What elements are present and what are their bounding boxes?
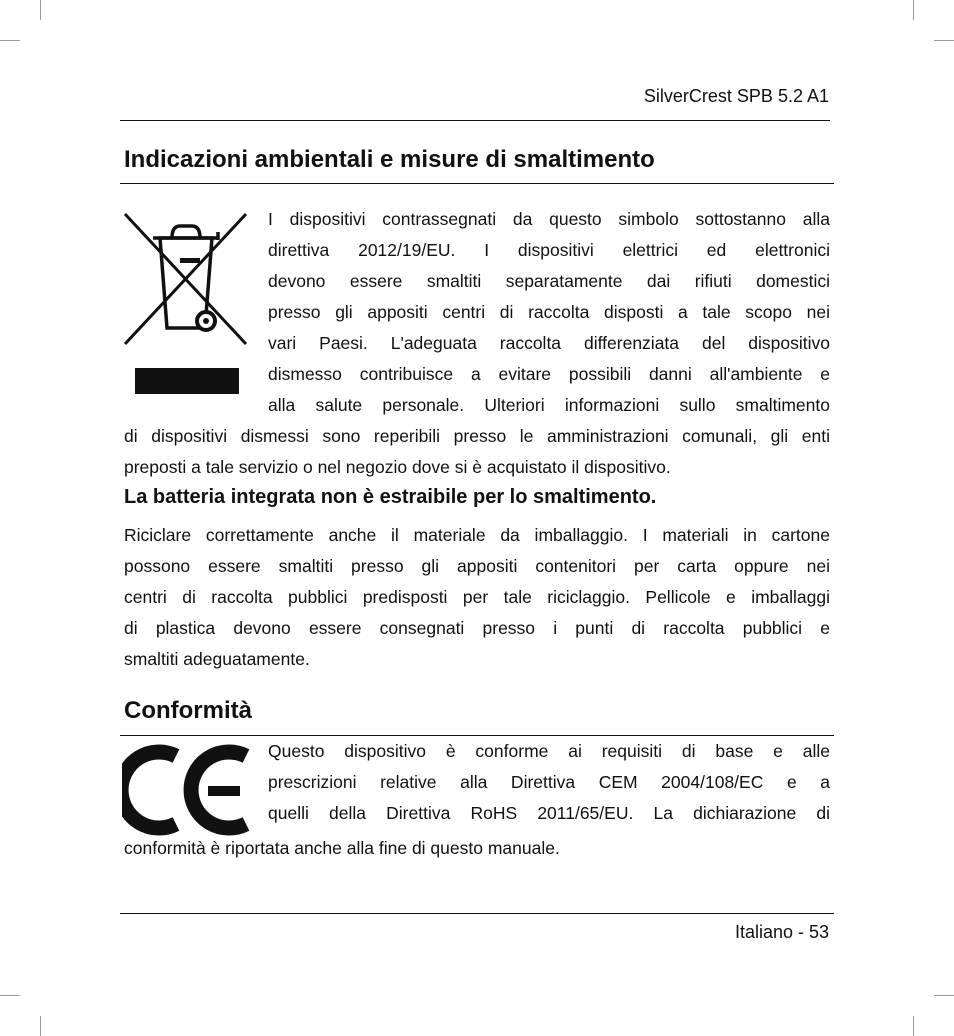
crop-mark [913, 1016, 914, 1036]
section-heading-conformity: Conformità [124, 697, 252, 724]
text-line: alla salute personale. Ulteriori informazioni sullo smaltimento [268, 395, 830, 415]
heading-rule [120, 183, 834, 184]
weee-paragraph [124, 204, 830, 483]
crop-mark [40, 0, 41, 20]
text-line: presso gli appositi centri di raccolta disposti a tale scopo nei [268, 302, 830, 322]
text-line: Questo dispositivo è conforme ai requisiti di base e alle [268, 741, 830, 761]
conformity-paragraph [124, 736, 830, 864]
crop-mark [934, 995, 954, 996]
battery-note: La batteria integrata non è estraibile per lo smaltimento. [124, 486, 657, 508]
text-line: centri di raccolta pubblici predisposti per tale riciclaggio. Pellicole e imballaggi [124, 587, 830, 607]
running-header: SilverCrest SPB 5.2 A1 [643, 86, 829, 106]
text-line: direttiva 2012/19/EU. I dispositivi elettrici ed elettronici [268, 240, 830, 260]
text-line: di dispositivi dismessi sono reperibili presso le amministrazioni comunali, gli enti [124, 426, 830, 446]
header-rule [120, 120, 830, 121]
text-line: di plastica devono essere consegnati presso i punti di raccolta pubblici e [124, 618, 830, 638]
crop-mark [0, 995, 20, 996]
section-heading-environment: Indicazioni ambientali e misure di smaltimento [124, 146, 655, 173]
text-line: I dispositivi contrassegnati da questo simbolo sottostanno alla [268, 209, 830, 229]
text-line: conformità è riportata anche alla fine di questo manuale. [124, 838, 560, 858]
page-number: Italiano - 53 [734, 922, 829, 942]
text-line: preposti a tale servizio o nel negozio dove si è acquistato il dispositivo. [124, 457, 671, 477]
footer-rule [120, 913, 834, 914]
text-line: quelli della Direttiva RoHS 2011/65/EU. La dichiarazione di [268, 803, 830, 823]
crop-mark [934, 40, 954, 41]
text-line: smaltiti adeguatamente. [124, 649, 310, 669]
text-line: devono essere smaltiti separatamente dai rifiuti domestici [268, 271, 830, 291]
crop-mark [40, 1016, 41, 1036]
text-line: possono essere smaltiti presso gli appositi contenitori per carta oppure nei [124, 556, 830, 576]
crop-mark [0, 40, 20, 41]
crop-mark [913, 0, 914, 20]
packaging-paragraph [124, 520, 830, 675]
text-line: prescrizioni relative alla Direttiva CEM 2004/108/EC e a [268, 772, 830, 792]
text-line: Riciclare correttamente anche il materiale da imballaggio. I materiali in cartone [124, 525, 830, 545]
text-line: dismesso contribuisce a evitare possibili danni all'ambiente e [268, 364, 830, 384]
text-line: vari Paesi. L'adeguata raccolta differenziata del dispositivo [268, 333, 830, 353]
